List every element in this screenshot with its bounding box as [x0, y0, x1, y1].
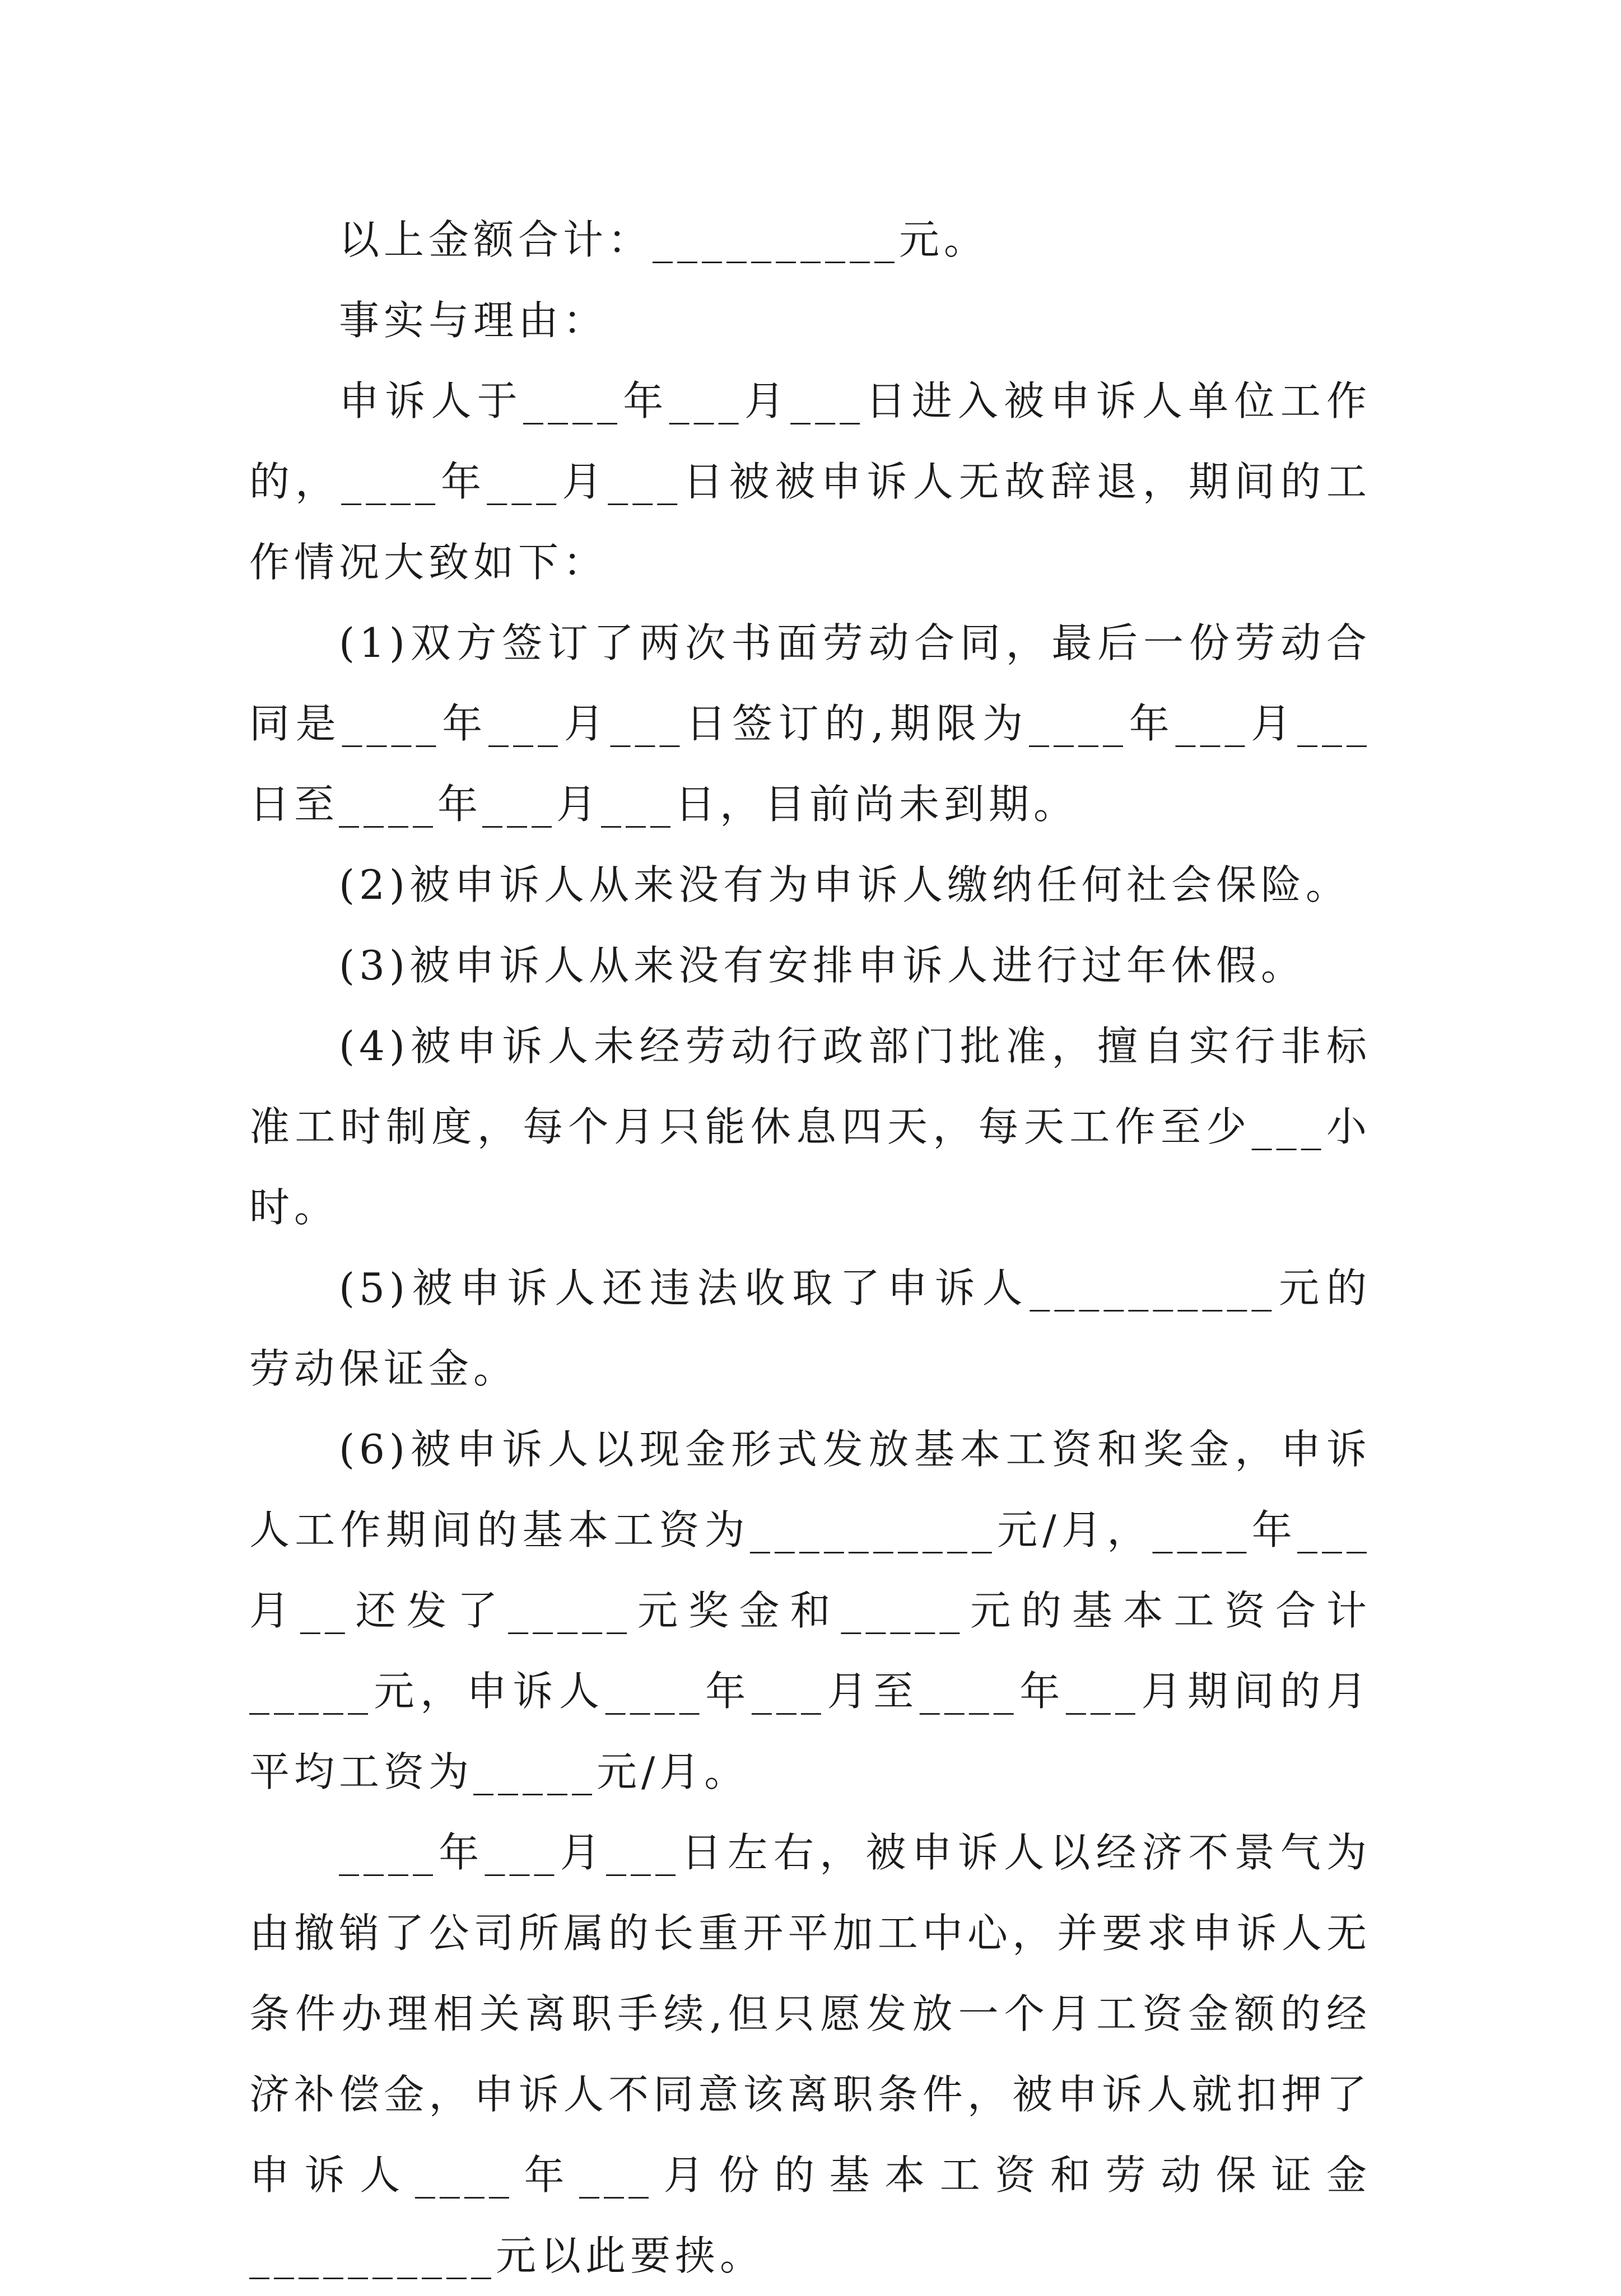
document-body	[249, 199, 1371, 2296]
item-1-contract: (1)双方签订了两次书面劳动合同，最后一份劳动合同是____年___月___日签订的,期限为____年___月___日至____年___月___日，目前尚未到期。	[249, 619, 1371, 828]
item-3-annual-leave: (3)被申诉人从来没有安排申诉人进行过年休假。	[339, 942, 1306, 989]
facts-heading: 事实与理由：	[339, 297, 608, 344]
item-5-deposit: (5)被申诉人还违法收取了申诉人__________元的劳动保证金。	[249, 1264, 1371, 1392]
total-amount-line: 以上金额合计：__________元。	[339, 216, 989, 263]
dismissal-paragraph: ____年___月___日左右，被申诉人以经济不景气为由撤销了公司所属的长重开平加工中心，并要求申诉人无条件办理相关离职手续,但只愿发放一个月工资金额的经济补偿金，申诉人不同意该离职条件，被申诉人就扣押了申诉人____年___月份的基本工资和劳动保证金__________元以此要挟。	[249, 1829, 1371, 2279]
item-6-wages: (6)被申诉人以现金形式发放基本工资和奖金，申诉人工作期间的基本工资为__________元/月，____年___月__还发了_____元奖金和_____元的基本工资合计_____元，申诉人____年___月至____年___月期间的月平均工资为_____元/月。	[249, 1426, 1371, 1795]
item-4-working-hours: (4)被申诉人未经劳动行政部门批准，擅自实行非标准工时制度，每个月只能休息四天，每天工作至少___小时。	[249, 1023, 1371, 1231]
item-2-social-insurance: (2)被申诉人从来没有为申诉人缴纳任何社会保险。	[339, 861, 1350, 908]
employment-summary: 申诉人于____年___月___日进入被申诉人单位工作的，____年___月___日被被申诉人无故辞退，期间的工作情况大致如下：	[249, 377, 1371, 586]
